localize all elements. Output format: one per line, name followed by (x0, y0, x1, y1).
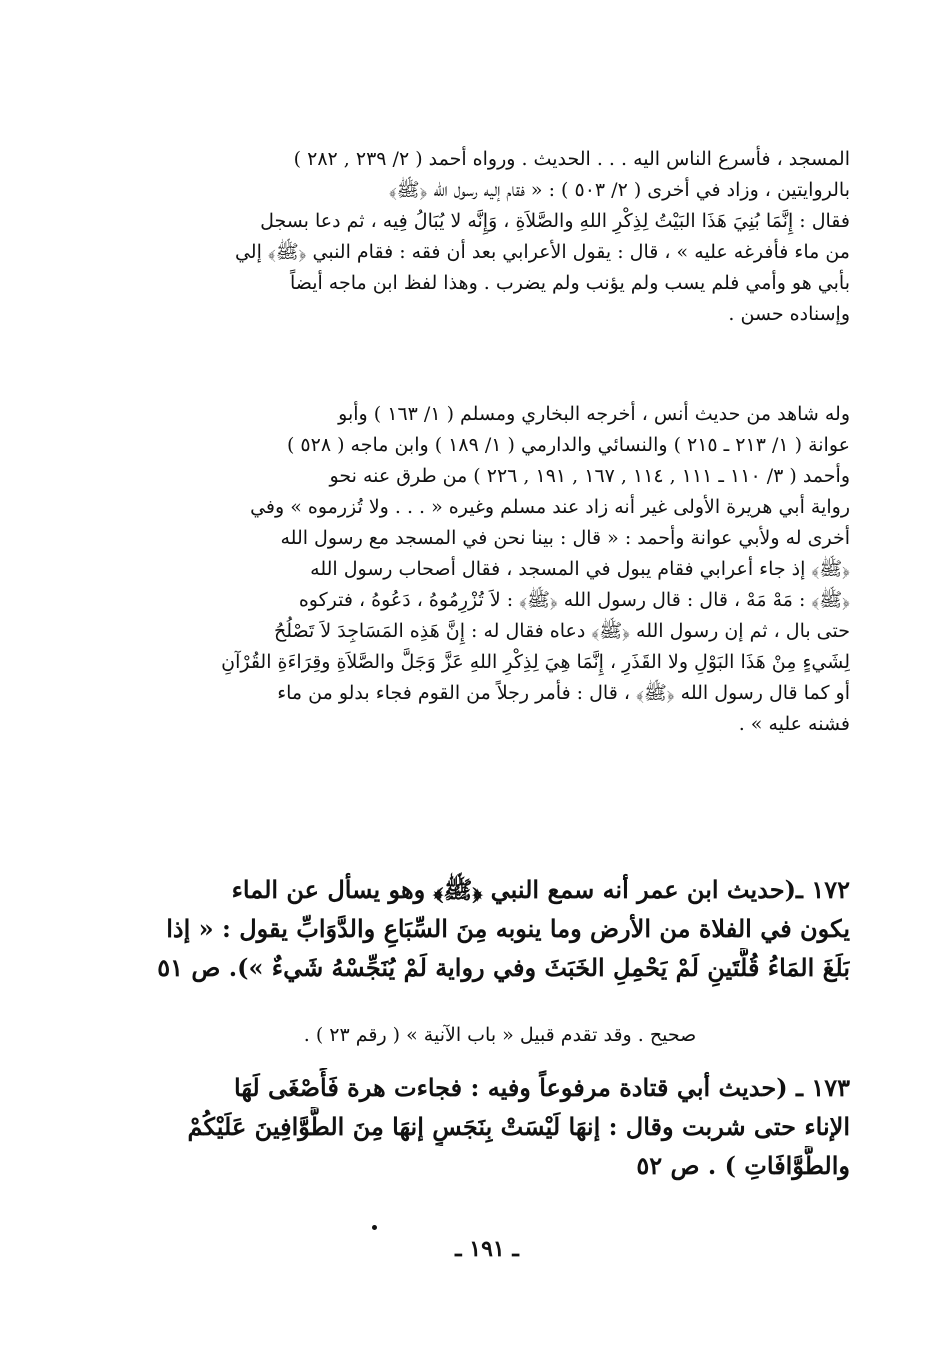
text-line: وإسناده حسن . (728, 303, 850, 325)
paragraph-anas-witness (150, 399, 850, 740)
text-line: يكون في الفلاة من الأرض وما ينوبه مِنَ السِّبَاعِ والدَّوَابِّ يقول : « إذا (166, 914, 850, 943)
text-line: لِشَيءٍ مِنْ هَذَا البَوْلِ ولا القَذَرِ ، إِنَّمَا هِيَ لِذِكْرِ اللهِ عَزَّ وَجَلَّ والصَّلاَةِ وقِرَاءَةِ القُرْآنِ (221, 651, 850, 673)
text-line: وأحمد ( ٣/ ١١٠ ـ ١١١ , ١١٤ , ١٦٧ , ١٩١ , ٢٢٦ ) من طرق عنه نحو (329, 465, 850, 487)
text-line: بالروايتين ، وزاد في أخرى ( ٢/ ٥٠٣ ) : « فقام إليه رسول الله ﴿ﷺ﴾ (388, 179, 850, 201)
text-line: ﴿ﷺ﴾ إذ جاء أعرابي فقام يبول في المسجد ، فقال أصحاب رسول الله (310, 558, 850, 580)
text-line: ١٧٣ ـ (حديث أبي قتادة مرفوعاً وفيه : فجاءت هرة فَأَصْغَى لَهَا (234, 1073, 850, 1102)
text-line: فقال : إِنَّمَا بُنِيَ هَذَا البَيْتُ لِذِكْرِ اللهِ والصَّلاَةِ ، وَإِنَّه لا يُبَالُ فِيه ، ثم دعا بسجل (260, 210, 850, 232)
hadith-172 (150, 870, 850, 987)
hadith-173 (150, 1068, 850, 1185)
text-line: صحيح . وقد تقدم قبيل « باب الآنية » ( رقم ٢٣ ) . (303, 1024, 697, 1046)
hadith-172-grading (150, 1020, 850, 1051)
page-number: ـ ١٩١ ـ (455, 1236, 519, 1262)
text-line: أو كما قال رسول الله ﴿ﷺ﴾ ، قال : فأمر رجلاً من القوم فجاء بدلو من ماء (277, 682, 850, 704)
text-line: بَلَغَ المَاءُ قُلَّتَينِ لَمْ يَحْمِلِ الخَبَثَ وفي رواية لَمْ يُنَجِّسْهُ شَيءٌ »). ص ٥١ (157, 953, 850, 982)
text-line: ١٧٢ ـ(حديث ابن عمر أنه سمع النبي ﴿ﷺ﴾ وهو يسأل عن الماء (231, 875, 850, 904)
text-line: من ماء فأفرغه عليه » ، قال : يقول الأعرابي بعد أن فقه : فقام النبي ﴿ﷺ﴾ إلي (234, 241, 850, 263)
text-line: وله شاهد من حديث أنس ، أخرجه البخاري ومسلم ( ١/ ١٦٣ ) وأبو (338, 403, 850, 425)
stray-dot (372, 1225, 377, 1230)
text-line: فشنه عليه » . (738, 713, 850, 735)
text-line: الإناء حتى شربت وقال : إنهَا لَيْسَتْ بِنَجَسٍ إنهَا مِنَ الطَّوَّافِينَ عَلَيْكُمْ (187, 1112, 850, 1141)
text-line: رواية أبي هريرة الأولى غير أنه زاد عند مسلم وغيره « . . . ولا تُزرموه » وفي (250, 496, 850, 518)
text-line: حتى بال ، ثم إن رسول الله ﴿ﷺ﴾ دعاه فقال له : إِنَّ هَذِه المَسَاجِدَ لاَ تَصْلُحُ (273, 620, 850, 642)
paragraph-hadith-continuation (150, 144, 850, 330)
text-line: المسجد ، فأسرع الناس اليه . . . الحديث . ورواه أحمد ( ٢/ ٢٣٩ , ٢٨٢ ) (293, 148, 850, 170)
text-line: بأبي هو وأمي فلم يسب ولم يؤنب ولم يضرب . وهذا لفظ ابن ماجه أيضاً (289, 272, 850, 294)
text-line: عوانة ( ١/ ٢١٣ ـ ٢١٥ ) والنسائي والدارمي ( ١/ ١٨٩ ) وابن ماجه ( ٥٢٨ ) (286, 434, 850, 456)
text-line: أخرى له ولأبي عوانة وأحمد : « قال : بينا نحن في المسجد مع رسول الله (280, 527, 850, 549)
text-line: والطَّوَّافَاتِ ) . ص ٥٢ (636, 1151, 850, 1180)
text-line: ﴿ﷺ﴾ : مَهْ مَهْ ، قال : قال رسول الله ﴿ﷺ﴾ : لاَ تُزْرِمُوهُ ، دَعُوهُ ، فتركوه (298, 589, 850, 611)
